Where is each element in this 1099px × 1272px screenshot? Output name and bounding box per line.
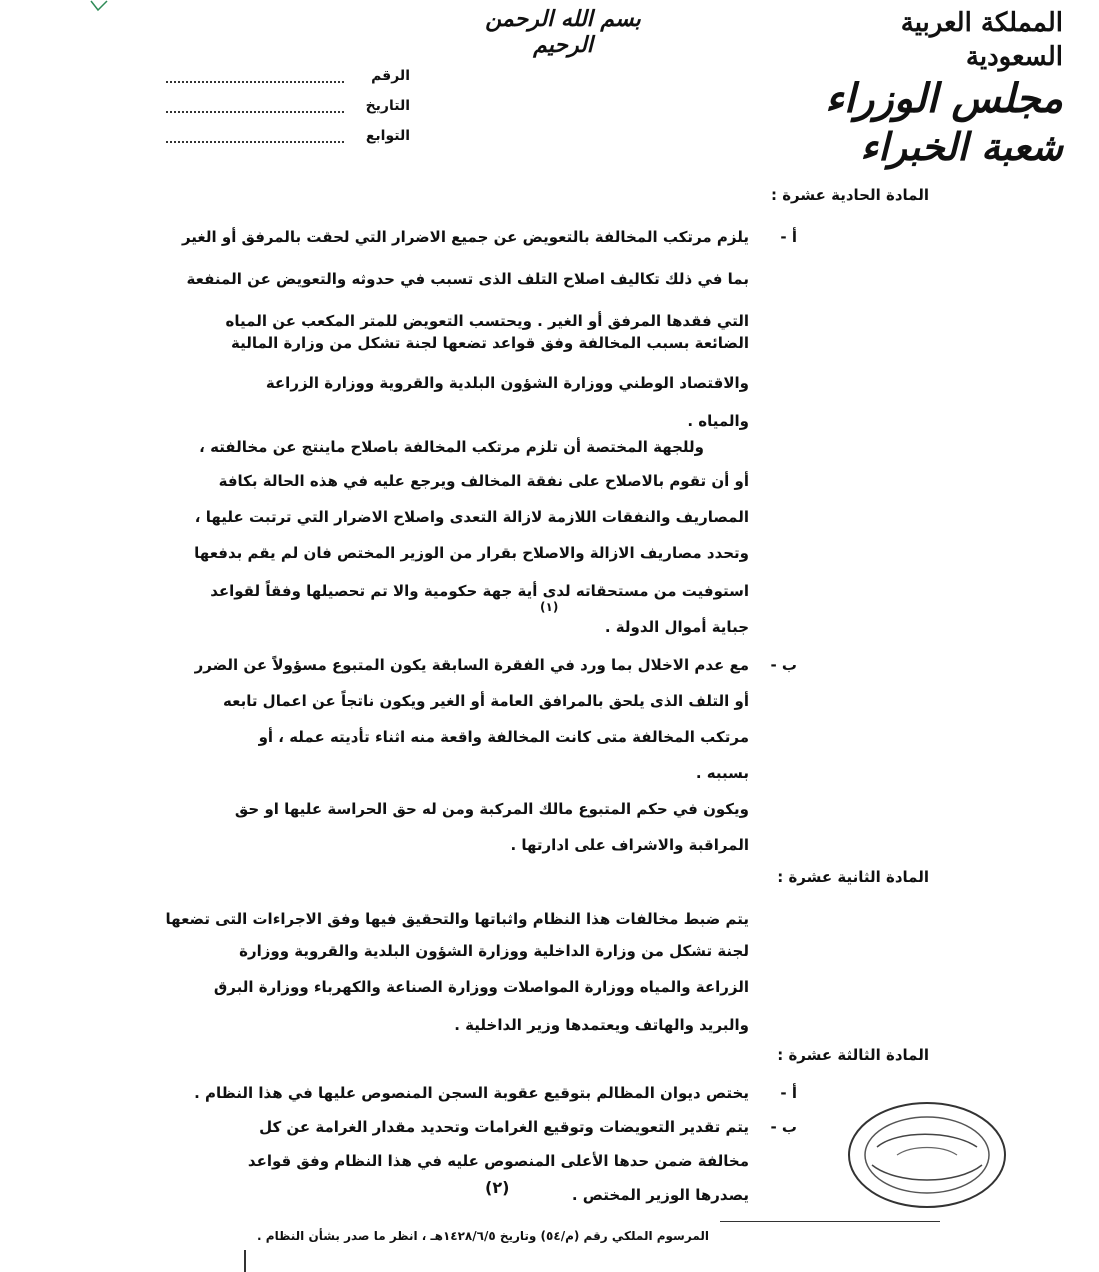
article-11-a-line-1: يلزم مرتكب المخالفة بالتعويض عن جميع الاضرار التي لحقت بالمرفق أو الغير (181, 228, 749, 246)
article-11-b-line-4: بسببه . (695, 764, 749, 782)
meta-number-row (160, 64, 410, 88)
article-12-line-4: والبريد والهاتف ويعتمدها وزير الداخلية . (454, 1016, 749, 1034)
article-11-b-line-2: أو التلف الذى يلحق بالمرافق العامة أو الغير ويكون ناتجاً عن اعمال تابعه (223, 692, 749, 710)
article-11-b-label: ب - (770, 656, 797, 674)
footnote: المرسوم الملكي رقم (م/٥٤) وتاريخ ١٤٢٨/٦/٥هـ ، انظر ما صدر بشأن النظام . (257, 1229, 709, 1243)
letterhead (803, 6, 1063, 170)
article-12-line-1: يتم ضبط مخالفات هذا النظام واثباتها والتحقيق فيها وفق الاجراءات التى تضعها (165, 910, 749, 928)
page-margin-mark (244, 1250, 246, 1272)
article-13-a-line: يختص ديوان المظالم بتوقيع عقوبة السجن المنصوص عليها في هذا النظام . (194, 1084, 749, 1102)
article-11-b-line-3: مرتكب المخالفة متى كانت المخالفة واقعة منه اثناء تأديته عمله ، أو (258, 728, 749, 746)
article-13-b-line-1: يتم تقدير التعويضات وتوقيع الغرامات وتحديد مقدار الغرامة عن كل (259, 1118, 749, 1136)
article-11-a-line-2: بما في ذلك تكاليف اصلاح التلف الذى تسبب في حدوثه والتعويض عن المنفعة (186, 270, 749, 288)
meta-number-field (166, 81, 344, 83)
meta-number-label: الرقم (371, 68, 410, 84)
meta-attachments-row (160, 124, 410, 148)
article-13-a-label: أ - (780, 1084, 797, 1102)
article-11-a-line-5: والاقتصاد الوطني ووزارة الشؤون البلدية والقروية ووزارة الزراعة (265, 374, 749, 392)
article-11-a-label: أ - (780, 228, 797, 246)
footnote-separator (720, 1221, 940, 1222)
meta-date-field (166, 111, 344, 113)
article-11-a-cont-5: استوفيت من مستحقاته لدى أية جهة حكومية والا تم تحصيلها وفقاً لقواعد (210, 582, 749, 600)
article-12-title: المادة الثانية عشرة : (777, 868, 929, 886)
article-11-b-line-1: مع عدم الاخلال بما ورد في الفقرة السابقة يكون المتبوع مسؤولاً عن الضرر (194, 656, 749, 674)
meta-date-row (160, 94, 410, 118)
letterhead-council: مجلس الوزراء (825, 75, 1063, 122)
meta-date-label: التاريخ (365, 98, 410, 114)
meta-attachments-field (166, 141, 344, 143)
meta-attachments-label: التوابع (365, 128, 410, 144)
article-11-a-cont-6: جباية أموال الدولة . (604, 618, 749, 636)
letterhead-experts: شعبة الخبراء (860, 124, 1063, 169)
article-11-b-cont-2: المراقبة والاشراف على ادارتها . (510, 836, 749, 854)
corner-mark-icon (90, 0, 108, 12)
article-13-title: المادة الثالثة عشرة : (777, 1046, 929, 1064)
article-11-b-cont-1: ويكون في حكم المتبوع مالك المركبة ومن له حق الحراسة عليها او حق (234, 800, 749, 818)
basmala: بسم الله الرحمن الرحيم (485, 6, 641, 58)
article-11-title: المادة الحادية عشرة : (770, 186, 929, 204)
article-13-b-line-3: يصدرها الوزير المختص . (571, 1186, 749, 1204)
article-11-a-cont-2: أو أن تقوم بالاصلاح على نفقة المخالف ويرجع عليه في هذه الحالة بكافة (218, 472, 749, 490)
article-13-b-line-2: مخالفة ضمن حدها الأعلى المنصوص عليه في هذا النظام وفق قواعد (247, 1152, 749, 1170)
article-13-b-footref: (٢) (485, 1178, 510, 1197)
letterhead-kingdom: المملكة العربية السعودية (900, 8, 1063, 72)
article-11-a-line-4: الضائعة بسبب المخالفة وفق قواعد تضعها لجنة تشكل من وزارة المالية (230, 334, 749, 352)
article-12-line-3: الزراعة والمياه ووزارة المواصلات ووزارة الصناعة والكهرباء ووزارة البرق (213, 978, 749, 996)
article-11-a-cont-1: وللجهة المختصة أن تلزم مرتكب المخالفة باصلاح ماينتج عن مخالفته ، (199, 438, 704, 456)
article-11-a-cont-4: وتحدد مصاريف الازالة والاصلاح بقرار من الوزير المختص فان لم يقم بدفعها (194, 544, 749, 562)
article-13-b-label: ب - (770, 1118, 797, 1136)
article-11-a-footref: (١) (540, 600, 559, 614)
article-12-line-2: لجنة تشكل من وزارة الداخلية ووزارة الشؤون البلدية والقروية ووزارة (239, 942, 749, 960)
article-11-a-line-6: والمياه . (687, 412, 749, 430)
article-11-a-cont-3: المصاريف والنفقات اللازمة لازالة التعدى واصلاح الاضرار التي ترتبت عليها ، (194, 508, 749, 526)
official-seal-icon (842, 1095, 1012, 1215)
article-11-a-line-3: التي فقدها المرفق أو الغير . ويحتسب التعويض للمتر المكعب عن المياه (225, 312, 749, 330)
